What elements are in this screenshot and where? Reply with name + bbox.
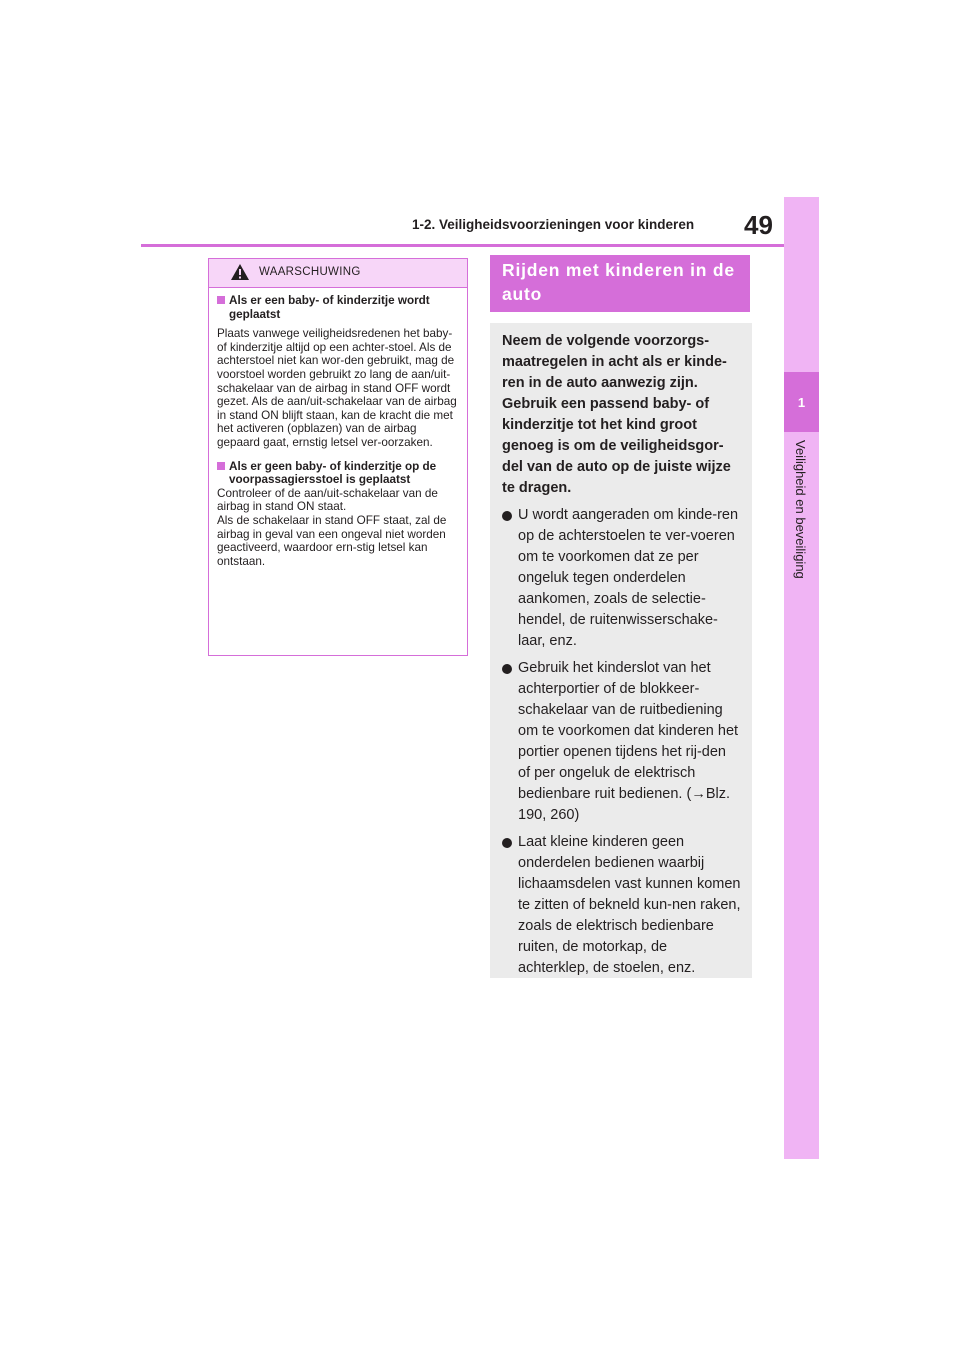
warning-item-text: Plaats vanwege veiligheidsredenen het baby- of kinderzitje altijd op een achter-stoel. Als de achterstoel niet kan wor-den gebruikt, mag de voorstoel worden gebruikt zo lang de aan/uit-schakelaar van de airbag in stand OFF wordt gezet. Als de aan/uit-schakelaar van de airbag in stand ON blijft staan, kan de kracht die met het activeren (opblazen) van de airbag gepaard gaat, ernstig letsel ver-oorzaken. bbox=[217, 327, 457, 449]
header-rule bbox=[141, 244, 784, 247]
list-item-text: Gebruik het kinderslot van het achterportier of de blokkeer-schakelaar van de ruitbediening om te voorkomen dat kinderen het portier openen tijdens het rij-den of per ongeluk de elektrisch bedienbare ruit bedienen. (→Blz. 190, 260) bbox=[518, 660, 739, 823]
warning-item-heading bbox=[217, 294, 461, 321]
warning-box bbox=[208, 258, 468, 656]
chapter-side-strip bbox=[784, 197, 819, 1159]
page-number: 49 bbox=[744, 210, 773, 240]
intro-text: Neem de volgende voorzorgs-maatregelen in acht als er kinde-ren in de auto aanwezig zijn. Gebruik een passend baby- of kinderzitje tot het kind groot genoeg is om de veiligheidsgor-del van de auto op de juiste wijze te dragen. bbox=[502, 333, 731, 496]
warning-item-text: Controleer of de aan/uit-schakelaar van de airbag in stand ON staat. Als de schakelaar in stand OFF staat, zal de airbag in geval van een ongeval niet worden geactiveerd, waardoor ern-stig letsel kan ontstaan. bbox=[217, 486, 447, 568]
warning-triangle-icon bbox=[230, 263, 250, 281]
square-bullet-icon bbox=[217, 462, 225, 470]
list-item-text: U wordt aangeraden om kinde-ren op de achterstoelen te ver-voeren om te voorkomen dat ze per ongeluk tegen onderdelen aankomen, zoals de selectie-hendel, de ruitenwisserschake-laar, enz. bbox=[518, 507, 739, 649]
list-item bbox=[500, 832, 742, 979]
bullet-list bbox=[500, 505, 742, 979]
warning-item-heading-text: Als er geen baby- of kinderzitje op de voorpassagiersstoel is geplaatst bbox=[229, 459, 437, 487]
bullet-icon bbox=[502, 511, 512, 521]
square-bullet-icon bbox=[217, 296, 225, 304]
warning-header bbox=[209, 259, 467, 288]
warning-item-heading bbox=[217, 460, 461, 487]
list-item bbox=[500, 658, 742, 826]
section-title: 1-2. Veiligheidsvoorzieningen voor kinderen bbox=[412, 217, 695, 232]
list-item bbox=[500, 505, 742, 652]
warning-body bbox=[209, 288, 467, 568]
precautions-box bbox=[490, 323, 752, 978]
list-item-text: Laat kleine kinderen geen onderdelen bedienen waarbij lichaamsdelen vast kunnen komen te zitten of bekneld kun-nen raken, zoals de elektrisch bedienbare ruiten, de motorkap, de achterklep, de stoelen, enz. bbox=[518, 834, 741, 976]
bullet-icon bbox=[502, 664, 512, 674]
chapter-number: 1 bbox=[797, 394, 806, 410]
chapter-number-tab bbox=[784, 372, 819, 432]
chapter-label: Veiligheid en beveiliging bbox=[793, 440, 808, 579]
warning-item-heading-text: Als er een baby- of kinderzitje wordt geplaatst bbox=[229, 294, 430, 321]
warning-title: WAARSCHUWING bbox=[259, 266, 361, 278]
bullet-icon bbox=[502, 838, 512, 848]
section-heading: Rijden met kinderen in de auto bbox=[490, 255, 750, 312]
